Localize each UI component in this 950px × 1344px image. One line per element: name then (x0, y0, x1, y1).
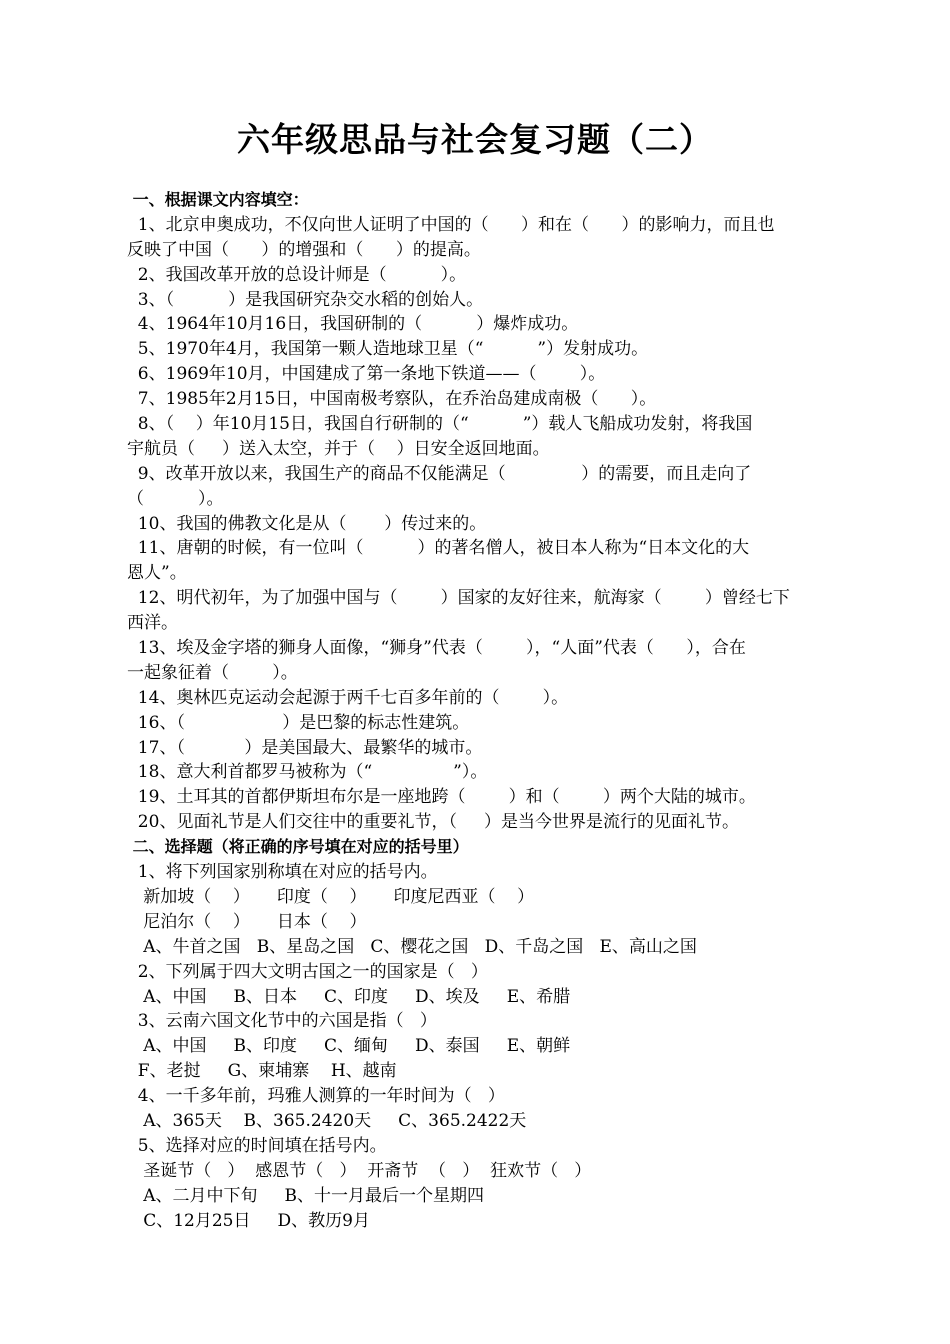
fill-blank-line: 6、1969年10月，中国建成了第一条地下铁道——（ ）。 (127, 364, 606, 385)
fill-blank-line: 4、1964年10月16日，我国研制的（ ）爆炸成功。 (127, 314, 579, 335)
choice-line: F、老挝 G、柬埔寨 H、越南 (127, 1061, 397, 1082)
fill-blank-line: 1、北京申奥成功，不仅向世人证明了中国的（ ）和在（ ）的影响力，而且也 (127, 214, 775, 235)
fill-blank-line: 9、改革开放以来，我国生产的商品不仅能满足（ ）的需要，而且走向了 (127, 463, 752, 484)
choice-line: 1、将下列国家别称填在对应的括号内。 (127, 862, 438, 883)
choice-line: 尼泊尔（ ） 日本（ ） (127, 911, 367, 932)
fill-blank-line: 5、1970年4月，我国第一颗人造地球卫星（“ ”）发射成功。 (127, 339, 649, 360)
fill-blank-line: 8、（ ）年10月15日，我国自行研制的（“ ”）载人飞船成功发射，将我国 (127, 414, 753, 435)
fill-blank-line: 反映了中国（ ）的增强和（ ）的提高。 (127, 239, 481, 260)
choice-line: C、12月25日 D、教历9月 (127, 1210, 370, 1231)
choice-line: 2、下列属于四大文明古国之一的国家是（ ） (127, 961, 488, 982)
choice-line: A、二月中下旬 B、十一月最后一个星期四 (127, 1185, 484, 1206)
choice-line: A、365天 B、365.2420天 C、365.2422天 (127, 1110, 527, 1131)
fill-blank-line: 19、土耳其的首都伊斯坦布尔是一座地跨（ ）和（ ）两个大陆的城市。 (127, 787, 756, 808)
fill-blank-line: 西洋。 (127, 613, 178, 634)
fill-blank-line: 14、奥林匹克运动会起源于两千七百多年前的（ ）。 (127, 687, 569, 708)
fill-blank-line: 20、见面礼节是人们交往中的重要礼节，（ ）是当今世界是流行的见面礼节。 (127, 812, 739, 833)
choice-line: A、中国 B、日本 C、印度 D、埃及 E、希腊 (127, 986, 571, 1007)
fill-blank-line: 13、埃及金字塔的狮身人面像，“狮身”代表（ ），“人面”代表（ ），合在 (127, 638, 746, 659)
fill-blank-line: 17、（ ）是美国最大、最繁华的城市。 (127, 737, 483, 758)
fill-blank-line: （ ）。 (127, 488, 224, 509)
fill-blank-line: 16、（ ）是巴黎的标志性建筑。 (127, 712, 470, 733)
choice-line: 新加坡（ ） 印度（ ） 印度尼西亚（ ） (127, 886, 535, 907)
fill-blank-line: 18、意大利首都罗马被称为（“ ”）。 (127, 762, 488, 783)
fill-blank-line: 2、我国改革开放的总设计师是（ ）。 (127, 264, 467, 285)
fill-blank-line: 10、我国的佛教文化是从（ ）传过来的。 (127, 513, 487, 534)
choice-line: A、牛首之国 B、星岛之国 C、樱花之国 D、千岛之国 E、高山之国 (127, 936, 697, 957)
section-2-heading: 二、选择题（将正确的序号填在对应的括号里） (127, 837, 469, 857)
choice-line: A、中国 B、印度 C、缅甸 D、泰国 E、朝鲜 (127, 1036, 571, 1057)
document-title: 六年级思品与社会复习题（二） (237, 120, 713, 159)
choice-line: 5、选择对应的时间填在括号内。 (127, 1135, 387, 1156)
choice-line: 4、一千多年前，玛雅人测算的一年时间为（ ） (127, 1086, 505, 1107)
fill-blank-line: 一起象征着（ ）。 (127, 662, 298, 683)
fill-blank-line: 7、1985年2月15日，中国南极考察队，在乔治岛建成南极（ ）。 (127, 389, 657, 410)
document-body (127, 188, 827, 1233)
fill-blank-line: 3、（ ）是我国研究杂交水稻的创始人。 (127, 289, 484, 310)
fill-blank-line: 11、唐朝的时候，有一位叫（ ）的著名僧人，被日本人称为“日本文化的大 (127, 538, 750, 559)
fill-blank-line: 宇航员（ ）送入太空，并于（ ）日安全返回地面。 (127, 438, 550, 459)
section-1-heading: 一、根据课文内容填空： (127, 190, 309, 209)
fill-blank-line: 恩人”。 (127, 563, 187, 584)
choice-line: 圣诞节（ ） 感恩节（ ） 开斋节 （ ） 狂欢节（ ） (127, 1160, 592, 1181)
fill-blank-line: 12、明代初年，为了加强中国与（ ）国家的友好往来，航海家（ ）曾经七下 (127, 588, 790, 609)
choice-line: 3、云南六国文化节中的六国是指（ ） (127, 1011, 437, 1032)
